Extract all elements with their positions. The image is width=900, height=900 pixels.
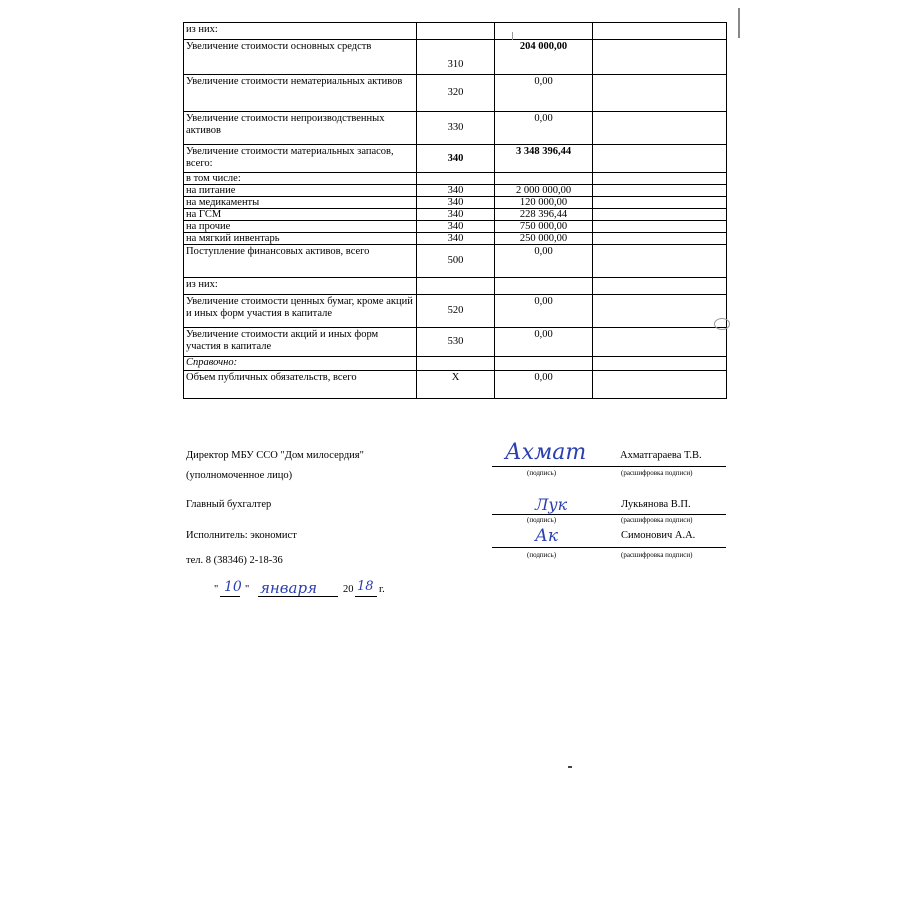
row-value: 2 000 000,00 bbox=[495, 185, 593, 197]
row-label: Увеличение стоимости ценных бумаг, кроме акций и иных форм участия в капитале bbox=[184, 295, 417, 328]
row-extra bbox=[593, 357, 727, 371]
accountant-title: Главный бухгалтер bbox=[186, 499, 272, 510]
executor-signature-line bbox=[492, 547, 726, 548]
row-value: 0,00 bbox=[495, 371, 593, 399]
row-value bbox=[495, 278, 593, 295]
row-code: 500 bbox=[417, 245, 495, 278]
row-label: на ГСМ bbox=[184, 209, 417, 221]
scan-artifact bbox=[714, 318, 730, 330]
row-extra bbox=[593, 75, 727, 112]
director-signature-caption: (подпись) bbox=[527, 469, 557, 477]
table-row bbox=[184, 145, 727, 173]
row-code: 340 bbox=[417, 209, 495, 221]
row-value: 0,00 bbox=[495, 295, 593, 328]
accountant-signature: Лук bbox=[535, 495, 568, 514]
row-extra bbox=[593, 221, 727, 233]
phone: тел. 8 (38346) 2-18-36 bbox=[186, 555, 283, 566]
row-value: 228 396,44 bbox=[495, 209, 593, 221]
scan-artifact bbox=[568, 766, 572, 768]
table-row bbox=[184, 23, 727, 40]
row-label: Увеличение стоимости материальных запасов, всего: bbox=[184, 145, 417, 173]
row-code: 340 bbox=[417, 197, 495, 209]
table-row bbox=[184, 75, 727, 112]
financial-table bbox=[183, 22, 727, 399]
row-label: на медикаменты bbox=[184, 197, 417, 209]
row-label: на питание bbox=[184, 185, 417, 197]
executor-decode-caption: (расшифровка подписи) bbox=[621, 551, 693, 559]
row-value bbox=[495, 173, 593, 185]
row-code: X bbox=[417, 371, 495, 399]
row-label: Увеличение стоимости непроизводственных активов bbox=[184, 112, 417, 145]
row-value: 0,00 bbox=[495, 112, 593, 145]
director-signature: Ахмат bbox=[505, 440, 587, 465]
row-label: Справочно: bbox=[184, 357, 417, 371]
row-label: на прочие bbox=[184, 221, 417, 233]
row-extra bbox=[593, 371, 727, 399]
row-value bbox=[495, 23, 593, 40]
scan-artifact bbox=[738, 8, 740, 38]
row-extra bbox=[593, 23, 727, 40]
accountant-signature-line bbox=[492, 514, 726, 515]
date-year-line bbox=[355, 596, 377, 597]
row-code: 310 bbox=[417, 40, 495, 75]
row-code: 520 bbox=[417, 295, 495, 328]
row-value: 750 000,00 bbox=[495, 221, 593, 233]
row-value: 0,00 bbox=[495, 245, 593, 278]
row-code: 530 bbox=[417, 328, 495, 357]
accountant-name: Лукьянова В.П. bbox=[621, 499, 691, 510]
date-open-quote: " bbox=[214, 584, 219, 595]
row-extra bbox=[593, 173, 727, 185]
table-row bbox=[184, 357, 727, 371]
row-code bbox=[417, 23, 495, 40]
table-row bbox=[184, 40, 727, 75]
executor-title: Исполнитель: экономист bbox=[186, 530, 297, 541]
accountant-signature-caption: (подпись) bbox=[527, 516, 557, 524]
row-label: Поступление финансовых активов, всего bbox=[184, 245, 417, 278]
row-code: 330 bbox=[417, 112, 495, 145]
row-label: Объем публичных обязательств, всего bbox=[184, 371, 417, 399]
director-decode-caption: (расшифровка подписи) bbox=[621, 469, 693, 477]
row-code bbox=[417, 278, 495, 295]
table-row bbox=[184, 173, 727, 185]
row-extra bbox=[593, 233, 727, 245]
row-code: 320 bbox=[417, 75, 495, 112]
row-extra bbox=[593, 209, 727, 221]
table-row bbox=[184, 328, 727, 357]
date-close-quote: " bbox=[245, 584, 250, 595]
table-row bbox=[184, 112, 727, 145]
date-year-suffix: 18 bbox=[357, 579, 374, 594]
table-row bbox=[184, 209, 727, 221]
row-extra bbox=[593, 278, 727, 295]
scan-artifact bbox=[512, 32, 513, 40]
row-extra bbox=[593, 245, 727, 278]
row-value: 3 348 396,44 bbox=[495, 145, 593, 173]
document-date bbox=[212, 580, 412, 600]
row-label: на мягкий инвентарь bbox=[184, 233, 417, 245]
row-label: Увеличение стоимости основных средств bbox=[184, 40, 417, 75]
row-code: 340 bbox=[417, 185, 495, 197]
date-year-end: г. bbox=[379, 584, 385, 595]
row-label: из них: bbox=[184, 278, 417, 295]
row-value: 0,00 bbox=[495, 328, 593, 357]
table-row bbox=[184, 278, 727, 295]
row-extra bbox=[593, 112, 727, 145]
executor-signature-caption: (подпись) bbox=[527, 551, 557, 559]
director-name: Ахматгараева Т.В. bbox=[620, 450, 702, 461]
table-row bbox=[184, 197, 727, 209]
row-extra bbox=[593, 295, 727, 328]
date-month-line bbox=[258, 596, 338, 597]
row-value bbox=[495, 357, 593, 371]
row-extra bbox=[593, 328, 727, 357]
row-value: 250 000,00 bbox=[495, 233, 593, 245]
row-value: 204 000,00 bbox=[495, 40, 593, 75]
table-row bbox=[184, 371, 727, 399]
table-row bbox=[184, 295, 727, 328]
row-label: из них: bbox=[184, 23, 417, 40]
row-code bbox=[417, 357, 495, 371]
row-code: 340 bbox=[417, 221, 495, 233]
row-value: 120 000,00 bbox=[495, 197, 593, 209]
row-extra bbox=[593, 185, 727, 197]
executor-signature: Ак bbox=[535, 526, 559, 546]
row-label: Увеличение стоимости нематериальных активов bbox=[184, 75, 417, 112]
date-month: января bbox=[260, 579, 318, 597]
row-extra bbox=[593, 197, 727, 209]
table-row bbox=[184, 185, 727, 197]
row-value: 0,00 bbox=[495, 75, 593, 112]
row-extra bbox=[593, 40, 727, 75]
row-code: 340 bbox=[417, 233, 495, 245]
row-code: 340 bbox=[417, 145, 495, 173]
table-row bbox=[184, 233, 727, 245]
row-label: в том числе: bbox=[184, 173, 417, 185]
director-signature-line bbox=[492, 466, 726, 467]
table-row bbox=[184, 221, 727, 233]
table-row bbox=[184, 245, 727, 278]
date-year-prefix: 20 bbox=[343, 584, 354, 595]
date-day-line bbox=[220, 596, 240, 597]
row-extra bbox=[593, 145, 727, 173]
director-title: Директор МБУ ССО "Дом милосердия" bbox=[186, 450, 364, 461]
date-day: 10 bbox=[224, 579, 242, 595]
row-label: Увеличение стоимости акций и иных форм участия в капитале bbox=[184, 328, 417, 357]
authorized-person: (уполномоченное лицо) bbox=[186, 470, 293, 481]
executor-name: Симонович А.А. bbox=[621, 530, 696, 541]
row-code bbox=[417, 173, 495, 185]
accountant-decode-caption: (расшифровка подписи) bbox=[621, 516, 693, 524]
